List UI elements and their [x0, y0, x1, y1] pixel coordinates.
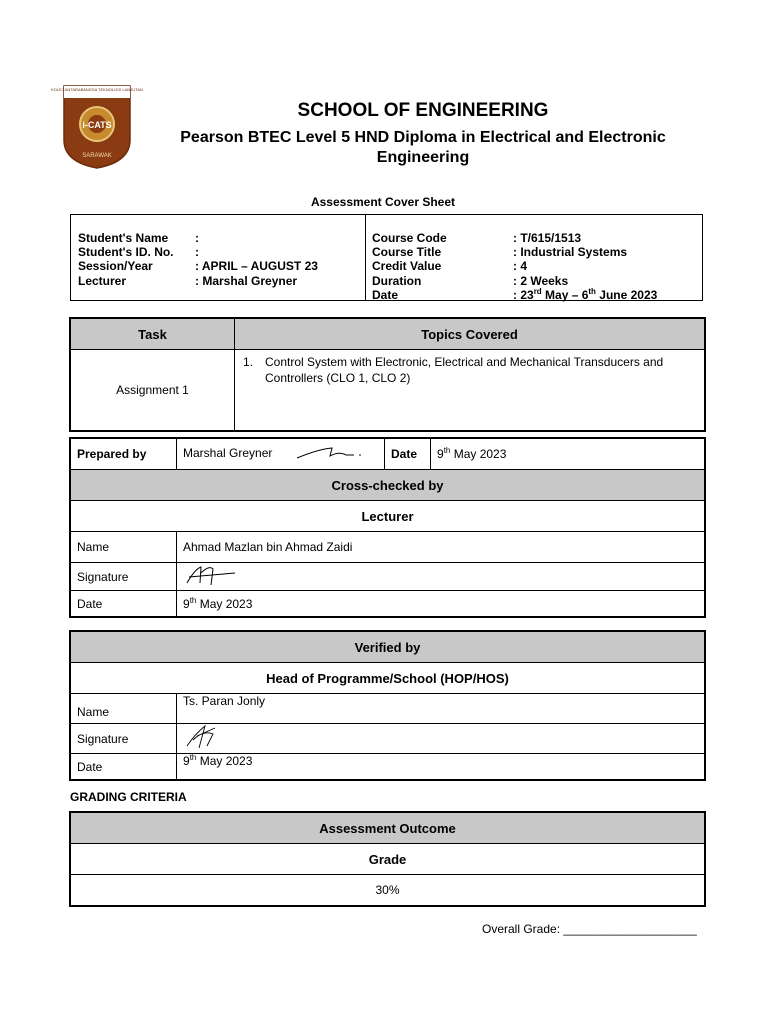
verified-table [70, 631, 705, 780]
info-value: : [195, 231, 199, 245]
lecturer-heading: Lecturer [71, 501, 705, 532]
prepared-name-text: Marshal Greyner [183, 446, 273, 461]
date-part: 9 [183, 596, 190, 611]
info-label: Lecturer [78, 273, 127, 288]
task-table [70, 318, 705, 431]
info-label: Session/Year [78, 259, 153, 274]
lecturer-name: Ahmad Mazlan bin Ahmad Zaidi [177, 532, 705, 563]
programme-title: Pearson BTEC Level 5 HND Diploma in Electrical and Electronic Engineering [180, 129, 666, 166]
date-sup: th [588, 286, 596, 296]
info-row [372, 274, 657, 288]
date-part: : 23 [513, 287, 534, 302]
info-label: Date [372, 287, 399, 302]
prepared-by-label: Prepared by [71, 439, 177, 470]
date-sup: th [189, 753, 197, 762]
info-row [372, 259, 657, 273]
topics-header: Topics Covered [235, 319, 705, 350]
date-sup: th [189, 595, 197, 605]
date-part: 9 [183, 754, 190, 768]
date-sup: rd [533, 286, 542, 296]
prepared-date-value [431, 439, 705, 470]
topic-number: 1. [243, 355, 254, 369]
info-label: Student's Name [78, 231, 169, 245]
lecturer-signature [183, 563, 239, 587]
info-row [78, 274, 318, 288]
hop-signature-label: Signature [71, 724, 177, 754]
info-label: Credit Value [372, 259, 442, 274]
prepared-by-name [177, 439, 385, 470]
info-row [78, 259, 318, 273]
info-label: Course Code [372, 231, 447, 245]
info-row [78, 231, 318, 245]
grading-criteria-label: GRADING CRITERIA [70, 790, 187, 804]
grading-table [70, 812, 705, 906]
task-name: Assignment 1 [71, 350, 235, 431]
grade-value: 30% [71, 875, 705, 906]
lecturer-name-label: Name [71, 532, 177, 563]
preparer-signature [294, 441, 364, 463]
college-logo [51, 84, 143, 170]
date-part: June 2023 [595, 287, 658, 302]
hop-date-label: Date [71, 754, 177, 780]
info-row-date [372, 288, 657, 302]
course-date-value [513, 288, 657, 302]
info-value: : APRIL – AUGUST 23 [195, 259, 318, 274]
svg-text:SARAWAK: SARAWAK [82, 153, 112, 159]
grade-heading: Grade [71, 844, 705, 875]
info-row [372, 245, 657, 259]
info-value: : Marshal Greyner [195, 273, 298, 288]
date-part: May 2023 [196, 754, 253, 768]
student-info-left [71, 215, 366, 300]
date-part: May – 6 [541, 287, 589, 302]
hop-heading: Head of Programme/School (HOP/HOS) [71, 663, 705, 694]
info-value: : 2 Weeks [513, 273, 569, 288]
svg-text:KOLEJ ANTARABANGSA TEKNOLOGI L: KOLEJ ANTARABANGSA TEKNOLOGI LANJUTAN [51, 87, 143, 92]
hop-name-label: Name [71, 694, 177, 724]
info-row [78, 245, 318, 259]
student-info-box [70, 214, 703, 301]
lecturer-date [177, 591, 705, 617]
topic-text: Control System with Electronic, Electrical and Mechanical Transducers and Controllers (CLO 1, CLO 2) [265, 355, 664, 385]
lecturer-date-label: Date [71, 591, 177, 617]
info-label: Duration [372, 273, 422, 288]
lecturer-signature-cell [177, 563, 705, 591]
info-label: Student's ID. No. [78, 245, 174, 260]
course-info-right [365, 215, 702, 300]
verified-by-header: Verified by [71, 632, 705, 663]
info-value: : T/615/1513 [513, 231, 582, 245]
info-value: : [195, 245, 199, 260]
assessment-outcome-header: Assessment Outcome [71, 813, 705, 844]
hop-signature-cell [177, 724, 705, 754]
hop-name: Ts. Paran Jonly [177, 694, 705, 724]
date-part: May 2023 [196, 596, 253, 611]
hop-signature [183, 724, 223, 750]
info-label: Course Title [372, 245, 442, 260]
date-sup: th [443, 446, 451, 455]
topic-item [235, 350, 705, 431]
info-value: : 4 [513, 259, 528, 274]
cover-sheet-title: Assessment Cover Sheet [310, 195, 456, 209]
prepared-date-label: Date [385, 439, 431, 470]
task-header: Task [71, 319, 235, 350]
cross-checked-header: Cross-checked by [71, 470, 705, 501]
info-row [372, 231, 657, 245]
info-value: : Industrial Systems [513, 245, 628, 260]
school-title: SCHOOL OF ENGINEERING [297, 100, 549, 121]
overall-grade: Overall Grade: ____________________ [482, 922, 697, 936]
hop-date [177, 754, 705, 780]
date-part: 9 [437, 447, 444, 461]
date-part: May 2023 [450, 447, 507, 461]
prepared-table [70, 438, 705, 617]
svg-text:i-CATS: i-CATS [82, 120, 112, 130]
lecturer-signature-label: Signature [71, 563, 177, 591]
